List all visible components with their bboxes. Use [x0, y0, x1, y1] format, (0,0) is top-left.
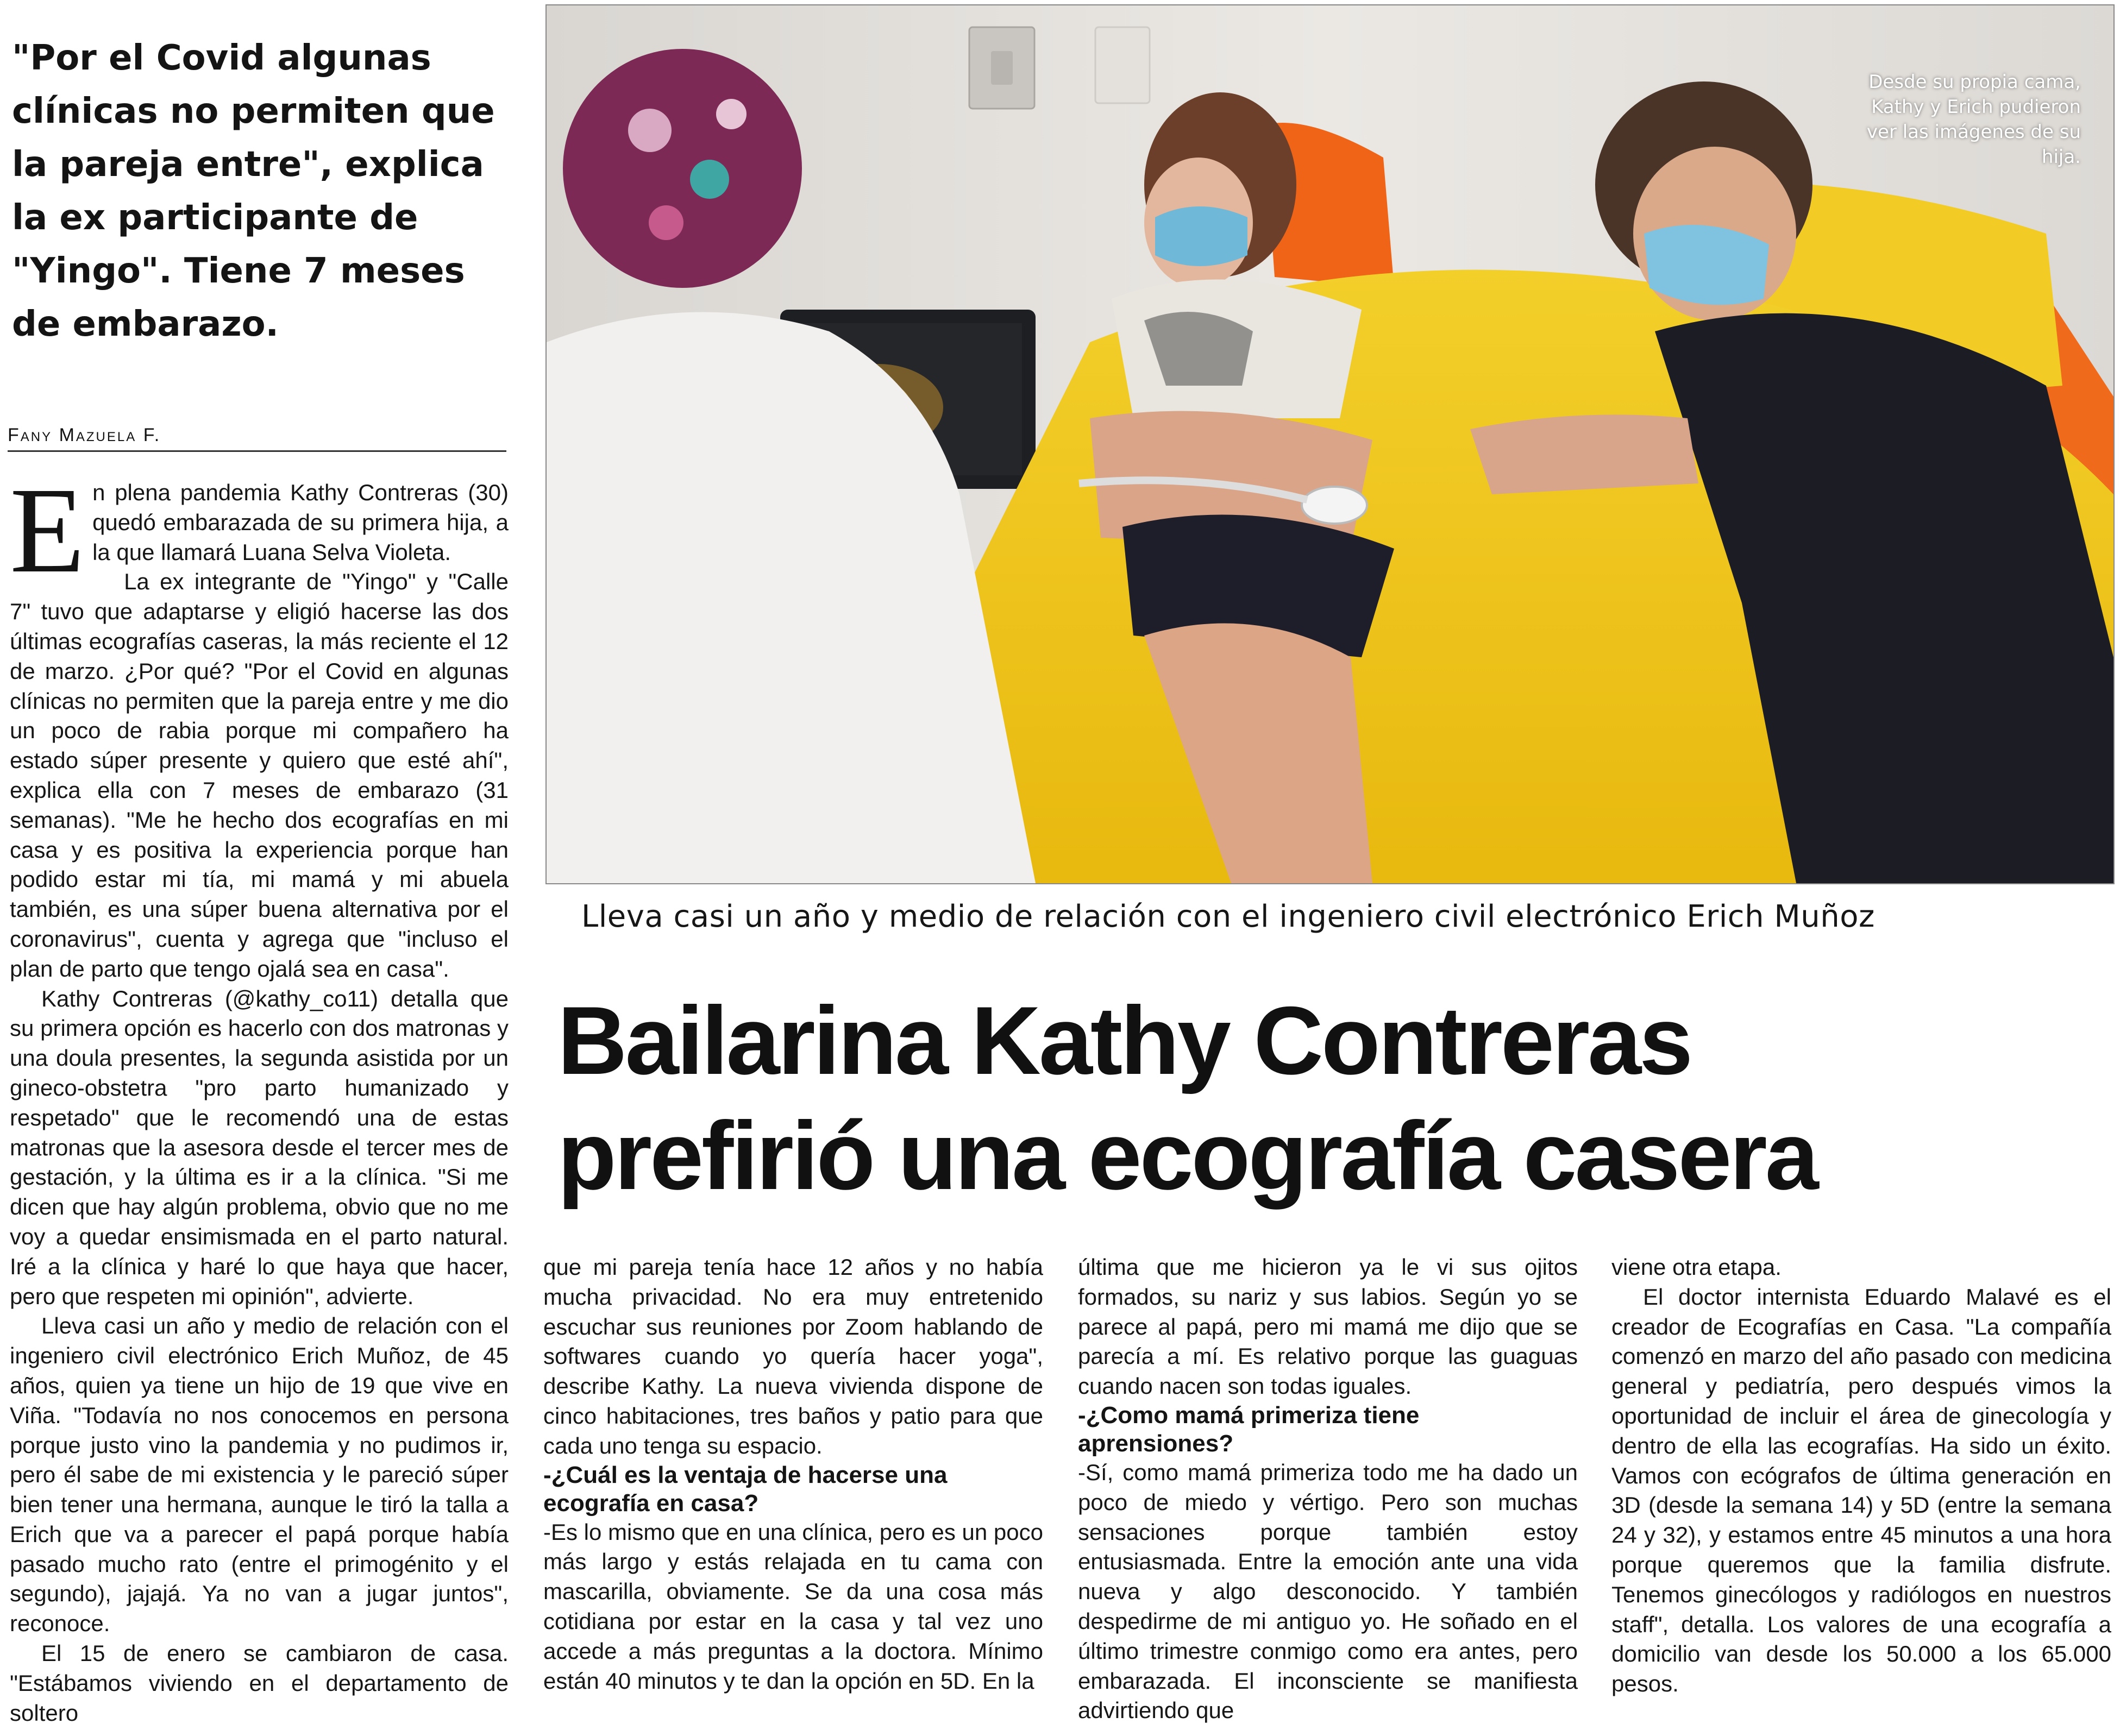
photo-inset-caption: Desde su propia cama, Kathy y Erich pudieron ver las imágenes de su hija.: [1866, 71, 2081, 168]
lead-paragraph-text: n plena pandemia Kathy Contreras (30) quedó embarazada de su primera hija, a la que llamará Luana Selva Violeta.: [92, 480, 509, 565]
body-paragraph: El 15 de enero se cambiaron de casa. "Estábamos viviendo en el departamento de soltero: [10, 1640, 509, 1726]
interview-question: -¿Como mamá primeriza tiene aprensiones?: [1078, 1401, 1420, 1457]
lead-paragraph: [10, 462, 509, 598]
body-paragraph: Lleva casi un año y medio de relación con el ingeniero civil electrónico Erich Muñoz, de 45 años, quien ya tiene un hijo de 19 que vive en Viña. "Todavía no nos conocemos en persona porque justo vino la pandemia y no pudimos ir, pero él sabe de mi existencia y le pareció súper bien tener una hermana, aunque le tiró la talla a Erich que va a parecer el papá porque había pasado mucho rato (entre el primogénito y el segundo), jajajá. Ya no van a jugar juntos", reconoce.: [10, 1313, 509, 1637]
headline: [557, 983, 2120, 1213]
body-paragraph: viene otra etapa.: [1611, 1254, 1782, 1280]
byline: Fany Mazuela F.: [8, 425, 506, 452]
drop-cap: E: [10, 462, 85, 598]
article-photo: [545, 4, 2115, 884]
body-paragraph: La ex integrante de "Yingo" y "Calle 7" tuvo que adaptarse y eligió hacerse las dos últimas ecografías caseras, la más reciente el 12 de marzo. ¿Por qué? "Por el Covid en algunas clínicas no permiten que la pareja entre y me dio un poco de rabia porque mi compañero ha estado súper presente y quiero que esté ahí", explica ella con 7 meses de embarazo (31 semanas). "Me he hecho dos ecografías en mi casa y es positiva la experiencia porque han podido estar mi tía, mi mamá y mi abuela también, es una súper buena alternativa por el coronavirus", cuenta y agrega que "incluso el plan de parto que tengo ojalá sea en casa".: [10, 569, 509, 982]
body-paragraph: Kathy Contreras (@kathy_co11) detalla que su primera opción es hacerlo con dos matronas y una doula presentes, la segunda asistida por un gineco-obstetra "pro parto humanizado y respetado" que le recomendó una de estas matronas que la asesora desde el tercer mes de gestación, y la última es ir a la clínica. "Si me dicen que hay algún problema, obvio que no me voy a quedar ensimismada en el parto natural. Iré a la clínica y haré lo que haya que hacer, pero que respeten mi opinión", advierte.: [10, 985, 509, 1309]
pull-quote: "Por el Covid algunas clínicas no permiten que la pareja entre", explica la ex participante de "Yingo". Tiene 7 meses de embarazo.: [12, 38, 495, 344]
body-paragraph: -Es lo mismo que en una clínica, pero es un poco más largo y estás relajada en tu cama con mascarilla, obviamente. Se da una cosa más cotidiana por estar en la casa y tal vez uno accede a más preguntas a la doctora. Mínimo están 40 minutos y te dan la opción en 5D. En la: [543, 1519, 1043, 1694]
article-column-4: [1611, 1253, 2111, 1699]
interview-question: -¿Cuál es la ventaja de hacerse una ecografía en casa?: [543, 1461, 948, 1517]
body-paragraph: -Sí, como mamá primeriza todo me ha dado un poco de miedo y vértigo. Pero son muchas sensaciones porque también estoy entusiasmada. Entre la emoción ante una vida nueva y algo desconocido. Y también despedirme de mi antiguo yo. He soñado en el último trimestre conmigo como era antes, pero embarazada. El inconsciente se manifiesta advirtiendo que: [1078, 1459, 1578, 1724]
article-column-2: [543, 1253, 1043, 1696]
article-column-3: [1078, 1253, 1578, 1726]
article-column-1: [10, 462, 509, 1728]
body-paragraph: El doctor internista Eduardo Malavé es el creador de Ecografías en Casa. "La compañía comenzó en marzo del año pasado con medicina general y pediatría, pero después vimos la oportunidad de incluir el área de ginecología y dentro de ella las ecografías. Ha sido un éxito. Vamos con ecógrafos de última generación en 3D (desde la semana 14) y 5D (entre la semana 24 y 32), y estamos entre 45 minutos a una hora porque queremos que la familia disfrute. Tenemos ginecólogos y radiólogos en nuestros staff", detalla. Los valores de una ecografía a domicilio van desde los 50.000 a los 65.000 pesos.: [1611, 1284, 2111, 1697]
photo-caption: Lleva casi un año y medio de relación con el ingeniero civil electrónico Erich Muñoz: [581, 899, 1875, 934]
body-paragraph: última que me hicieron ya le vi sus ojitos formados, su nariz y sus labios. Según yo se parece al papá, pero mi mamá me dijo que se parecía a mí. Es relativo porque las guaguas cuando nacen son todas iguales.: [1078, 1254, 1578, 1399]
headline-line-1: Bailarina Kathy Contreras: [557, 986, 1691, 1095]
body-paragraph: que mi pareja tenía hace 12 años y no había mucha privacidad. No era muy entretenido escuchar sus reuniones por Zoom hablando de softwares cuando yo quería hacer yoga", describe Kathy. La nueva vivienda dispone de cinco habitaciones, tres baños y patio para que cada uno tenga su espacio.: [543, 1254, 1043, 1458]
headline-line-2: prefirió una ecografía casera: [557, 1102, 1817, 1210]
